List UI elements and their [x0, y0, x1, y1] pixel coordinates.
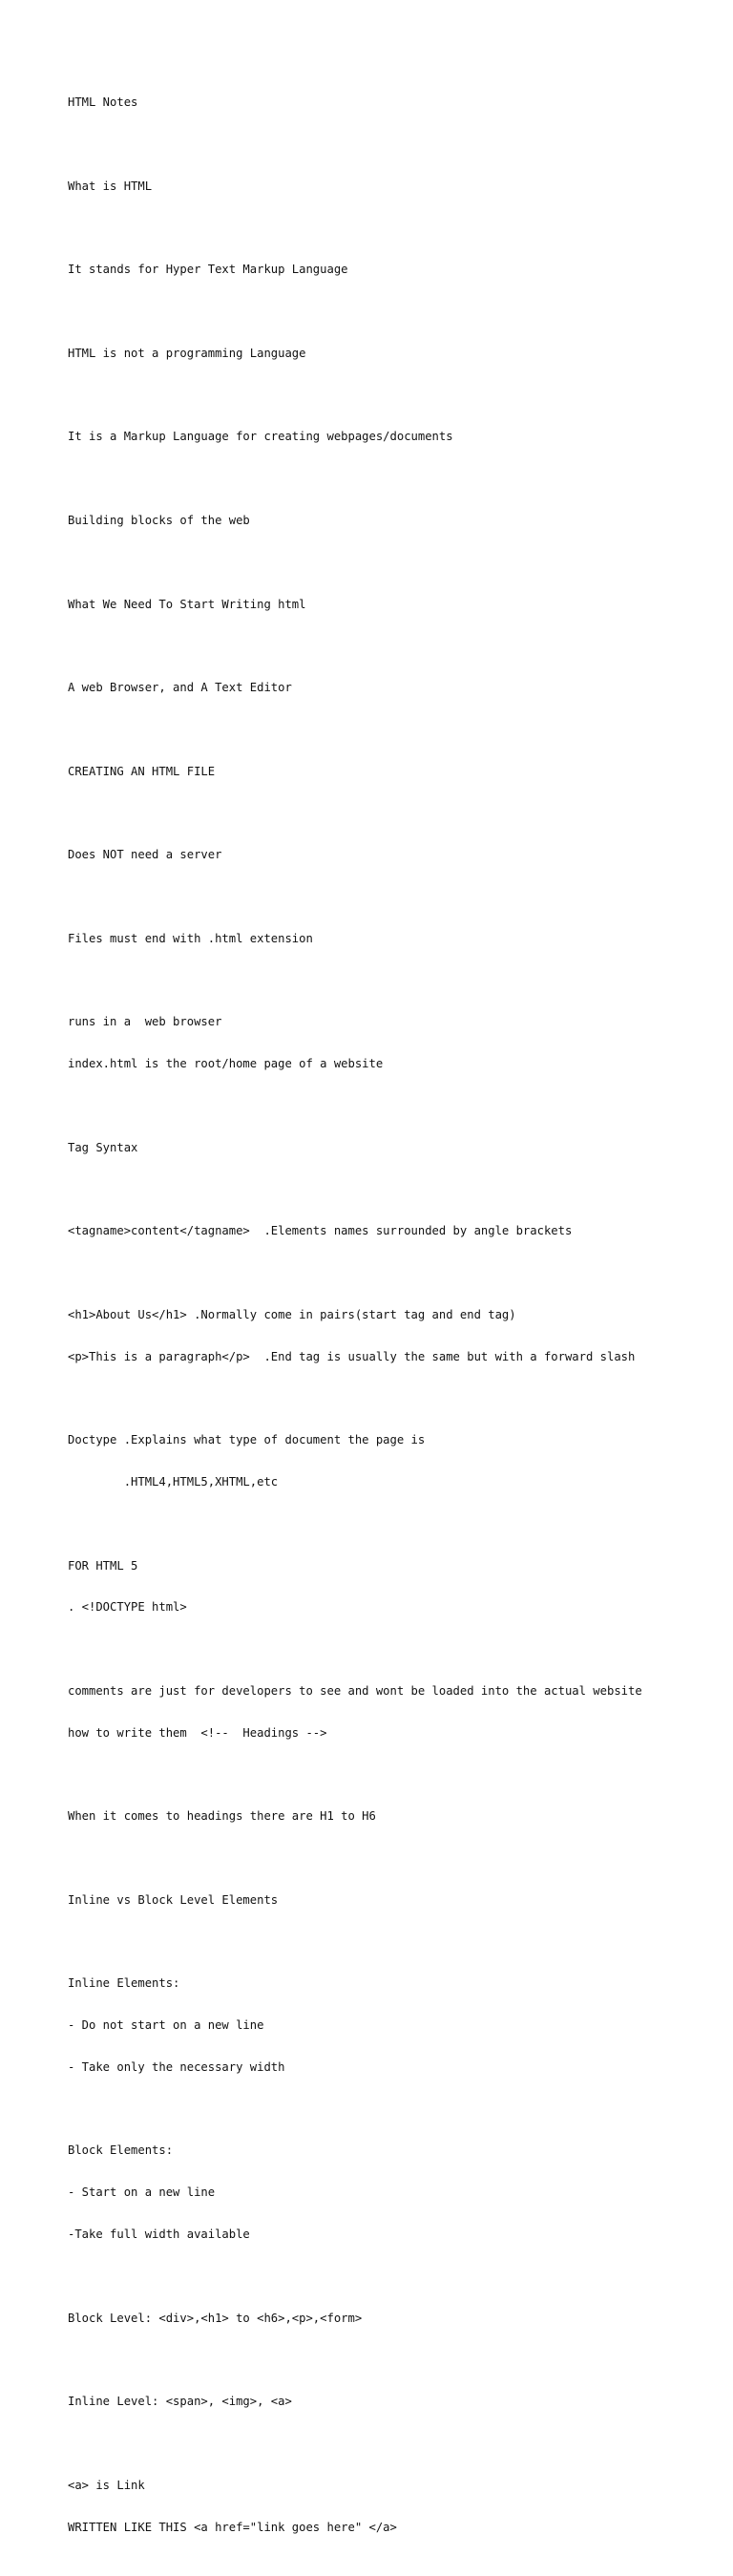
text-line: - Do not start on a new line: [68, 2018, 264, 2033]
text-line: Building blocks of the web: [68, 514, 250, 527]
section-heading: [68, 737, 717, 807]
paragraph: [68, 820, 717, 890]
paragraph: [68, 319, 717, 389]
doc-title: [68, 68, 717, 137]
text-line: Inline Level: <span>, <img>, <a>: [68, 2395, 292, 2409]
text-line: Tag Syntax: [68, 1140, 138, 1154]
text-line: When it comes to headings there are H1 to H6: [68, 1809, 376, 1824]
paragraph: [68, 569, 717, 639]
paragraph: [68, 1657, 717, 1768]
paragraph: [68, 402, 717, 472]
text-line: What is HTML: [68, 179, 153, 193]
paragraph: [68, 1949, 717, 2102]
text-line: Block Level: <div>,<h1> to <h6>,<p>,<form>: [68, 2311, 363, 2325]
paragraph: [68, 486, 717, 556]
paragraph: [68, 2367, 717, 2437]
paragraph: [68, 987, 717, 1099]
document-body: [68, 68, 717, 2576]
text-line: . <!DOCTYPE html>: [68, 1600, 187, 1615]
text-line: It stands for Hyper Text Markup Language: [68, 263, 348, 277]
paragraph: [68, 235, 717, 305]
text-line: Block Elements:: [68, 2143, 174, 2158]
text-line: What We Need To Start Writing html: [68, 597, 306, 611]
paragraph: [68, 1405, 717, 1517]
section-heading: [68, 1866, 717, 1935]
paragraph: [68, 904, 717, 974]
text-line: FOR HTML 5: [68, 1558, 138, 1573]
text-line: -Take full width available: [68, 2228, 250, 2242]
text-line: CREATING AN HTML FILE: [68, 764, 216, 778]
text-line: <a> is Link: [68, 2478, 145, 2492]
text-line: <h1>About Us</h1> .Normally come in pairs(start tag and end tag): [68, 1307, 516, 1321]
text-line: - Start on a new line: [68, 2185, 216, 2200]
paragraph: [68, 2116, 717, 2270]
paragraph: [68, 1782, 717, 1851]
paragraph: [68, 1280, 717, 1392]
text-line: <tagname>content</tagname> .Elements names surrounded by angle brackets: [68, 1224, 573, 1238]
text-line: .HTML4,HTML5,XHTML,etc: [68, 1474, 279, 1489]
text-line: how to write them <!-- Headings -->: [68, 1725, 327, 1740]
text-line: HTML is not a programming Language: [68, 346, 306, 360]
paragraph: [68, 152, 717, 222]
paragraph: [68, 653, 717, 723]
text-line: Doctype .Explains what type of document the page is: [68, 1433, 426, 1447]
section-heading: [68, 1113, 717, 1183]
paragraph: [68, 1196, 717, 1266]
paragraph: [68, 1531, 717, 1642]
paragraph: [68, 2283, 717, 2353]
text-line: A web Browser, and A Text Editor: [68, 681, 292, 695]
text-line: Inline Elements:: [68, 1976, 180, 1991]
text-line: - Take only the necessary width: [68, 2059, 285, 2074]
paragraph: [68, 2451, 717, 2563]
text-line: It is a Markup Language for creating webpages/documents: [68, 430, 453, 444]
text-line: <p>This is a paragraph</p> .End tag is usually the same but with a forward slash: [68, 1349, 636, 1363]
text-line: Files must end with .html extension: [68, 931, 313, 945]
text-line: index.html is the root/home page of a website: [68, 1057, 384, 1071]
text-line: WRITTEN LIKE THIS <a href="link goes here" </a>: [68, 2520, 397, 2534]
text-line: runs in a web browser: [68, 1015, 222, 1029]
text-line: comments are just for developers to see and wont be loaded into the actual website: [68, 1683, 642, 1698]
text-line: HTML Notes: [68, 95, 138, 110]
text-line: Does NOT need a server: [68, 848, 222, 862]
text-line: Inline vs Block Level Elements: [68, 1892, 279, 1907]
